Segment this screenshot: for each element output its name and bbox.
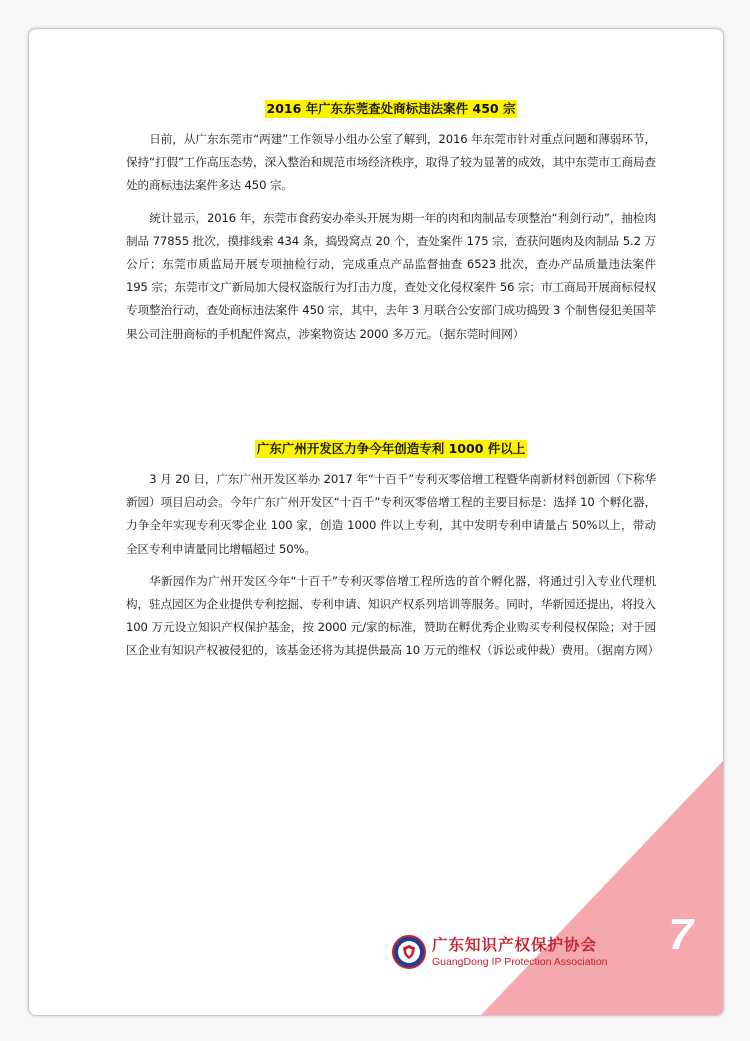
- article-paragraph: 华新园作为广州开发区今年“十百千”专利灭零倍增工程所选的首个孵化器，将通过引入专业代理机构，驻点园区为企业提供专利挖掘、专利申请、知识产权系列培训等服务。同时，华新园还提出，将投入 100 万元设立知识产权保护基金，按 2000 元/家的标准，赞助在孵优秀企业购买专利侵权保险；对于园区企业有知识产权被侵犯的，该基金还将为其提供最高 10 万元的维权（诉讼或仲裁）费用。（据南方网）: [126, 573, 660, 658]
- article-dongguan: [126, 98, 656, 355]
- corner-decoration: [481, 761, 723, 1015]
- document-page: [28, 28, 724, 1016]
- article-title: 广东广州开发区力争今年创造专利 1000 件以上: [256, 441, 526, 456]
- shield-icon: [401, 944, 417, 960]
- article-paragraph: 统计显示，2016 年，东莞市食药安办牵头开展为期一年的肉和肉制品专项整治“利剑行动”，抽检肉制品 77855 批次，摸排线索 434 条，捣毁窝点 20 个，查处案件 175 宗，查获问题肉及肉制品 5.2 万公斤；东莞市质监局开展专项抽检行动，完成重点产品监督抽查 6523 批次，查办产品质量违法案件 195 宗；东莞市文广新局加大侵权盗版行为打击力度，查处文化侵权案件 56 宗；市工商局开展商标侵权专项整治行动，查处商标违法案件 450 宗，其中，去年 3 月联合公安部门成功捣毁 3 个制售侵犯美国苹果公司注册商标的手机配件窝点，涉案物资达 2000 多万元。（据东莞时间网）: [126, 210, 656, 341]
- page-number: 7: [668, 910, 693, 959]
- association-seal-icon: [392, 935, 426, 969]
- org-name-cn: 广东知识产权保护协会: [432, 935, 598, 954]
- footer-branding: [392, 935, 608, 969]
- org-name-block: [432, 936, 608, 969]
- org-name-en: GuangDong IP Protection Association: [432, 955, 608, 968]
- article-guangzhou: [126, 438, 660, 672]
- article-title: 2016 年广东东莞查处商标违法案件 450 宗: [266, 101, 516, 116]
- article-paragraph: 日前，从广东东莞市“两建”工作领导小组办公室了解到，2016 年东莞市针对重点问题和薄弱环节，保持“打假”工作高压态势，深入整治和规范市场经济秩序，取得了较为显著的成效，其中东莞市工商局查处的商标违法案件多达 450 宗。: [126, 132, 656, 193]
- article-paragraph: 3 月 20 日，广东广州开发区举办 2017 年“十百千”专利灭零倍增工程暨华南新材料创新园（下称华新园）项目启动会。今年广东广州开发区“十百千”专利灭零倍增工程的主要目标是：选择 10 个孵化器，力争全年实现专利灭零企业 100 家，创造 1000 件以上专利，其中发明专利申请量占 50%以上，带动全区专利申请量同比增幅超过 50%。: [126, 472, 656, 556]
